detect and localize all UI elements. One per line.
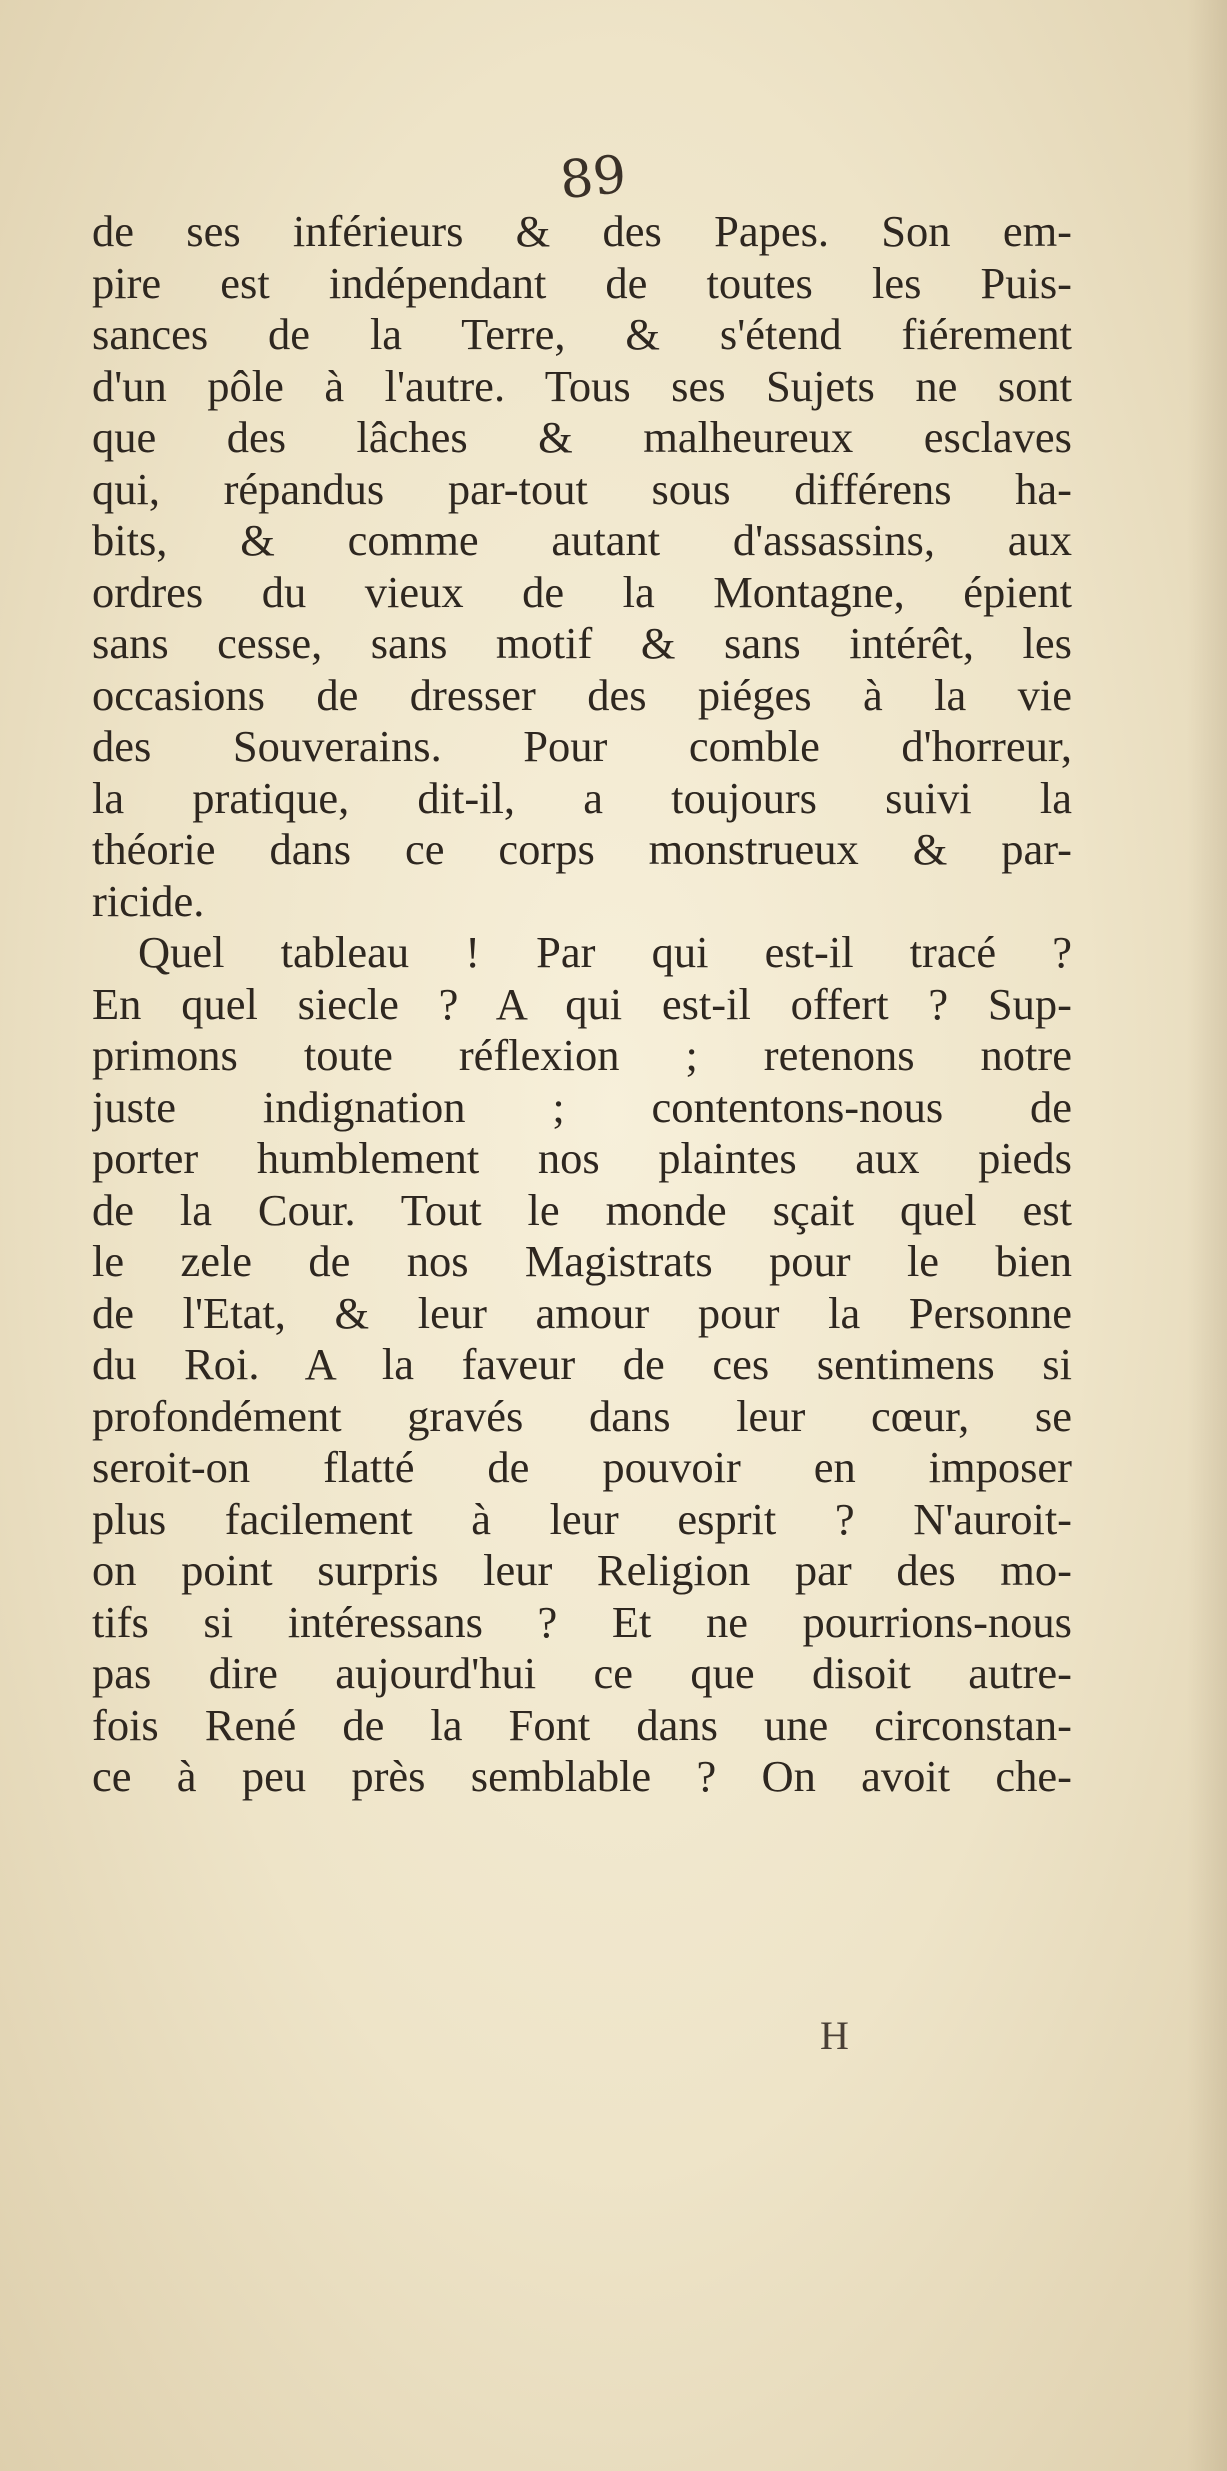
text-line: qui, répandus par-tout sous différens ha- (92, 463, 1072, 514)
paragraph-start-line: Quel tableau ! Par qui est-il tracé ? (138, 927, 1072, 977)
text-line: tifs si intéressans ? Et ne pourrions-nous (92, 1596, 1072, 1647)
text-line: la pratique, dit-il, a toujours suivi la (92, 772, 1072, 823)
text-line: d'un pôle à l'autre. Tous ses Sujets ne sont (92, 360, 1072, 411)
text-line: En quel siecle ? A qui est-il offert ? Sup- (92, 978, 1072, 1029)
signature-mark: H (820, 2013, 851, 2058)
text-line: des Souverains. Pour comble d'horreur, (92, 721, 1072, 771)
text-line: que des lâches & malheureux esclaves (92, 412, 1072, 462)
text-line: pas dire aujourd'hui ce que disoit autre- (92, 1648, 1072, 1698)
text-line: primons toute réflexion ; retenons notre (92, 1030, 1072, 1080)
text-line: du Roi. A la faveur de ces sentimens si (92, 1339, 1072, 1389)
text-line: porter humblement nos plaintes aux pieds (92, 1133, 1072, 1183)
text-line: théorie dans ce corps monstrueux & par- (92, 824, 1072, 874)
text-line: fois René de la Font dans une circonstan- (92, 1699, 1072, 1750)
text-line: de la Cour. Tout le monde sçait quel est (92, 1184, 1072, 1235)
page-edge-shadow (1187, 0, 1227, 2471)
text-line: de l'Etat, & leur amour pour la Personne (92, 1287, 1072, 1338)
text-line: pire est indépendant de toutes les Puis- (92, 257, 1072, 308)
text-line: de ses inférieurs & des Papes. Son em- (92, 206, 1072, 256)
text-line: sances de la Terre, & s'étend fiérement (92, 309, 1072, 359)
text-line: seroit-on flatté de pouvoir en imposer (92, 1442, 1072, 1492)
text-line: ordres du vieux de la Montagne, épient (92, 566, 1072, 617)
text-line: bits, & comme autant d'assassins, aux (92, 515, 1072, 565)
text-line: occasions de dresser des piéges à la vie (92, 669, 1072, 720)
body-text (92, 206, 1072, 1803)
text-line: ce à peu près semblable ? On avoit che- (92, 1751, 1072, 1801)
text-line: on point surpris leur Religion par des mo- (92, 1545, 1072, 1595)
text-line: ricide. (92, 875, 205, 926)
text-line: le zele de nos Magistrats pour le bien (92, 1236, 1072, 1286)
text-line: profondément gravés dans leur cœur, se (92, 1390, 1072, 1441)
text-line: sans cesse, sans motif & sans intérêt, les (92, 618, 1072, 668)
text-line: juste indignation ; contentons-nous de (92, 1081, 1072, 1132)
page-number: 89 (557, 144, 630, 212)
text-line: plus facilement à leur esprit ? N'auroit- (92, 1493, 1072, 1544)
